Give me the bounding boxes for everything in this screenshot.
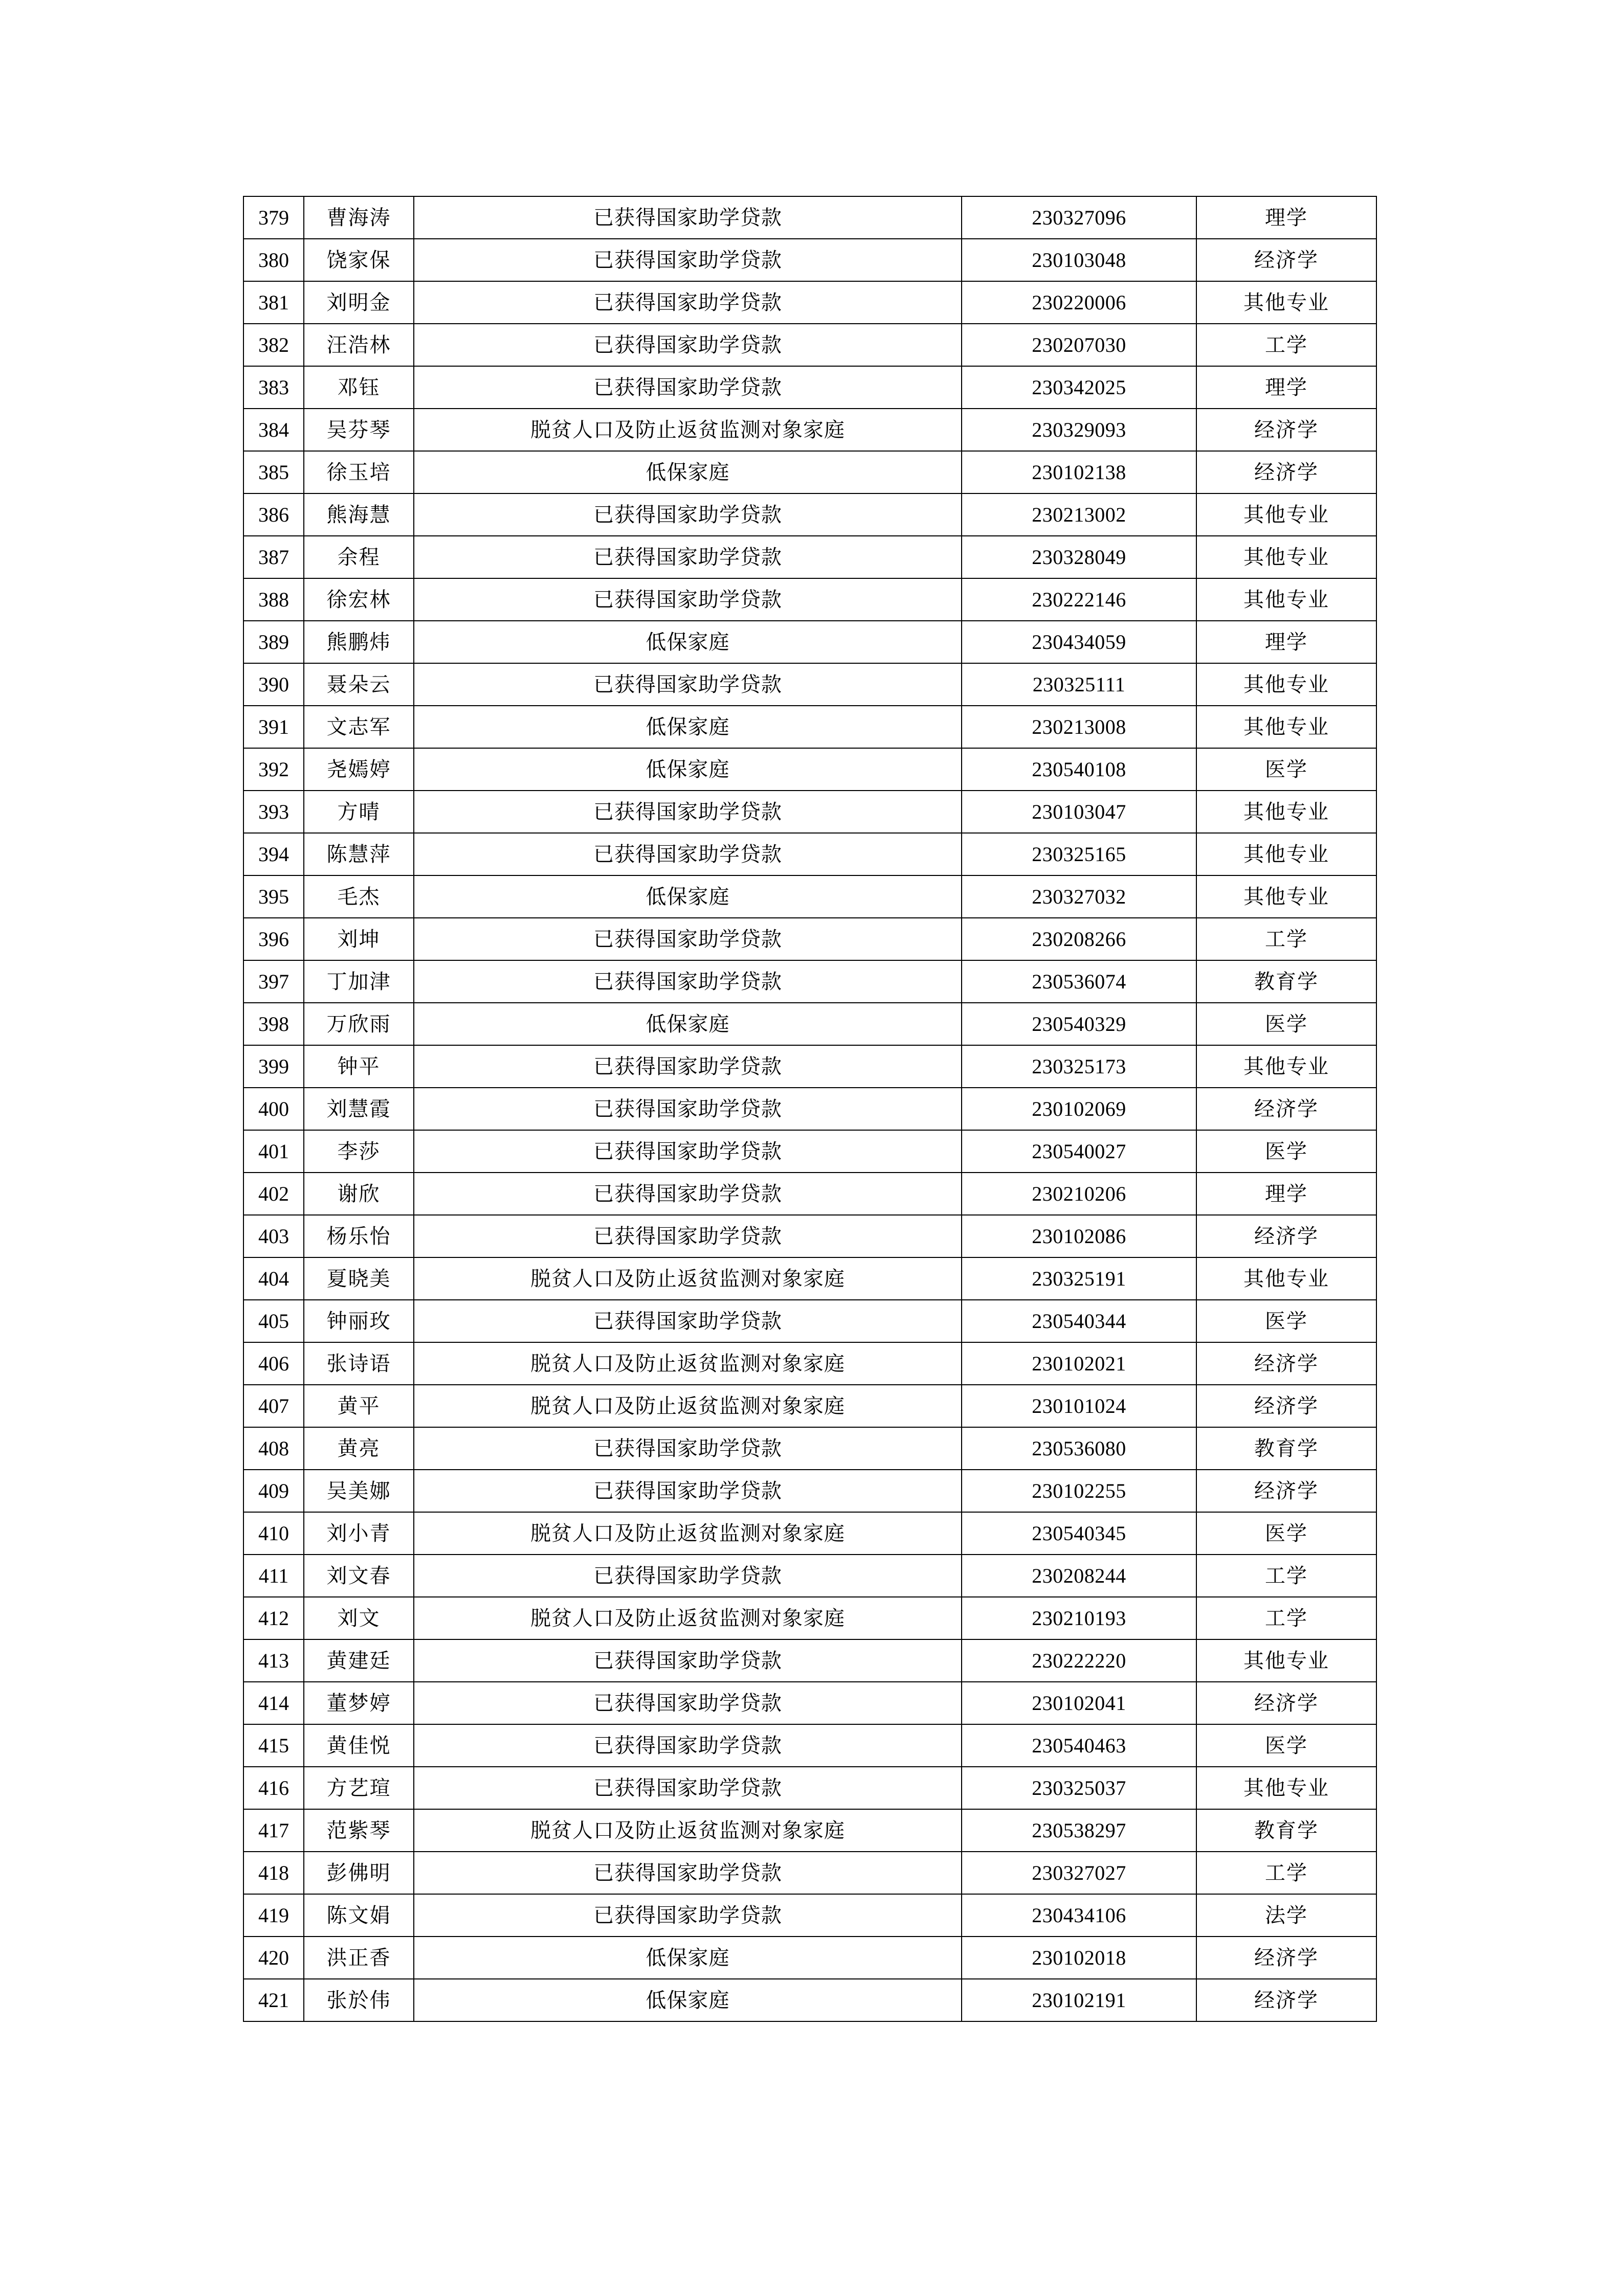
hardship-category-cell: 已获得国家助学贷款	[414, 578, 962, 621]
discipline-cell: 经济学	[1196, 239, 1376, 281]
row-index-cell: 393	[243, 791, 304, 833]
hardship-category-cell: 已获得国家助学贷款	[414, 239, 962, 281]
table-row	[243, 621, 1376, 663]
student-name-cell: 刘坤	[304, 918, 414, 960]
student-id-cell: 230325173	[962, 1045, 1196, 1088]
student-name-cell: 饶家保	[304, 239, 414, 281]
student-name-cell: 丁加津	[304, 960, 414, 1003]
student-name-cell: 方晴	[304, 791, 414, 833]
row-index-cell: 403	[243, 1215, 304, 1257]
hardship-category-cell: 低保家庭	[414, 621, 962, 663]
hardship-category-cell: 低保家庭	[414, 1003, 962, 1045]
discipline-cell: 医学	[1196, 1003, 1376, 1045]
row-index-cell: 397	[243, 960, 304, 1003]
row-index-cell: 379	[243, 196, 304, 239]
row-index-cell: 400	[243, 1088, 304, 1130]
discipline-cell: 经济学	[1196, 1088, 1376, 1130]
discipline-cell: 理学	[1196, 366, 1376, 409]
discipline-cell: 教育学	[1196, 1809, 1376, 1852]
student-name-cell: 余程	[304, 536, 414, 578]
student-name-cell: 聂朵云	[304, 663, 414, 706]
hardship-category-cell: 已获得国家助学贷款	[414, 536, 962, 578]
student-id-cell: 230540027	[962, 1130, 1196, 1173]
row-index-cell: 412	[243, 1597, 304, 1639]
hardship-category-cell: 已获得国家助学贷款	[414, 1215, 962, 1257]
table-row	[243, 1215, 1376, 1257]
student-name-cell: 钟平	[304, 1045, 414, 1088]
student-id-cell: 230102255	[962, 1470, 1196, 1512]
student-id-cell: 230213008	[962, 706, 1196, 748]
hardship-category-cell: 已获得国家助学贷款	[414, 324, 962, 366]
row-index-cell: 418	[243, 1852, 304, 1894]
table-row	[243, 663, 1376, 706]
row-index-cell: 404	[243, 1257, 304, 1300]
row-index-cell: 401	[243, 1130, 304, 1173]
student-id-cell: 230222220	[962, 1639, 1196, 1682]
student-id-cell: 230540108	[962, 748, 1196, 791]
student-id-cell: 230213002	[962, 493, 1196, 536]
discipline-cell: 其他专业	[1196, 663, 1376, 706]
discipline-cell: 其他专业	[1196, 833, 1376, 875]
table-row	[243, 366, 1376, 409]
student-id-cell: 230210193	[962, 1597, 1196, 1639]
hardship-category-cell: 已获得国家助学贷款	[414, 1088, 962, 1130]
hardship-category-cell: 已获得国家助学贷款	[414, 1470, 962, 1512]
table-row	[243, 791, 1376, 833]
hardship-category-cell: 低保家庭	[414, 748, 962, 791]
student-id-cell: 230325037	[962, 1767, 1196, 1809]
student-name-cell: 邓钰	[304, 366, 414, 409]
discipline-cell: 经济学	[1196, 409, 1376, 451]
row-index-cell: 398	[243, 1003, 304, 1045]
student-id-cell: 230102021	[962, 1342, 1196, 1385]
student-name-cell: 谢欣	[304, 1173, 414, 1215]
table-row	[243, 1597, 1376, 1639]
student-name-cell: 熊鹏炜	[304, 621, 414, 663]
discipline-cell: 经济学	[1196, 1682, 1376, 1724]
hardship-category-cell: 已获得国家助学贷款	[414, 663, 962, 706]
student-id-cell: 230540345	[962, 1512, 1196, 1555]
student-name-cell: 杨乐怡	[304, 1215, 414, 1257]
discipline-cell: 经济学	[1196, 1937, 1376, 1979]
hardship-category-cell: 已获得国家助学贷款	[414, 1173, 962, 1215]
row-index-cell: 399	[243, 1045, 304, 1088]
row-index-cell: 387	[243, 536, 304, 578]
row-index-cell: 407	[243, 1385, 304, 1427]
student-id-cell: 230222146	[962, 578, 1196, 621]
student-id-cell: 230102138	[962, 451, 1196, 493]
student-name-cell: 夏晓美	[304, 1257, 414, 1300]
table-row	[243, 1300, 1376, 1342]
roster-table-container	[243, 196, 1376, 2022]
student-id-cell: 230327032	[962, 875, 1196, 918]
discipline-cell: 医学	[1196, 1300, 1376, 1342]
discipline-cell: 其他专业	[1196, 1257, 1376, 1300]
discipline-cell: 工学	[1196, 324, 1376, 366]
table-row	[243, 1470, 1376, 1512]
hardship-category-cell: 已获得国家助学贷款	[414, 493, 962, 536]
student-id-cell: 230536080	[962, 1427, 1196, 1470]
hardship-category-cell: 脱贫人口及防止返贫监测对象家庭	[414, 1809, 962, 1852]
discipline-cell: 其他专业	[1196, 791, 1376, 833]
table-row	[243, 1173, 1376, 1215]
discipline-cell: 其他专业	[1196, 875, 1376, 918]
student-name-cell: 陈文娟	[304, 1894, 414, 1937]
table-row	[243, 1852, 1376, 1894]
discipline-cell: 工学	[1196, 1555, 1376, 1597]
table-row	[243, 1130, 1376, 1173]
table-row	[243, 578, 1376, 621]
hardship-category-cell: 已获得国家助学贷款	[414, 1300, 962, 1342]
student-id-cell: 230208266	[962, 918, 1196, 960]
table-row	[243, 536, 1376, 578]
student-id-cell: 230327027	[962, 1852, 1196, 1894]
student-id-cell: 230536074	[962, 960, 1196, 1003]
student-id-cell: 230540329	[962, 1003, 1196, 1045]
row-index-cell: 384	[243, 409, 304, 451]
student-id-cell: 230102041	[962, 1682, 1196, 1724]
student-id-cell: 230102018	[962, 1937, 1196, 1979]
student-name-cell: 汪浩林	[304, 324, 414, 366]
student-name-cell: 张诗语	[304, 1342, 414, 1385]
row-index-cell: 408	[243, 1427, 304, 1470]
student-id-cell: 230103048	[962, 239, 1196, 281]
student-name-cell: 刘慧霞	[304, 1088, 414, 1130]
student-name-cell: 曹海涛	[304, 196, 414, 239]
table-row	[243, 1045, 1376, 1088]
student-id-cell: 230101024	[962, 1385, 1196, 1427]
student-name-cell: 文志军	[304, 706, 414, 748]
student-name-cell: 彭佛明	[304, 1852, 414, 1894]
table-row	[243, 493, 1376, 536]
row-index-cell: 413	[243, 1639, 304, 1682]
table-row	[243, 875, 1376, 918]
hardship-category-cell: 已获得国家助学贷款	[414, 1894, 962, 1937]
discipline-cell: 经济学	[1196, 451, 1376, 493]
discipline-cell: 工学	[1196, 1852, 1376, 1894]
student-name-cell: 黄建廷	[304, 1639, 414, 1682]
student-id-cell: 230342025	[962, 366, 1196, 409]
student-name-cell: 吴芬琴	[304, 409, 414, 451]
table-row	[243, 1088, 1376, 1130]
student-name-cell: 陈慧萍	[304, 833, 414, 875]
student-name-cell: 董梦婷	[304, 1682, 414, 1724]
discipline-cell: 经济学	[1196, 1385, 1376, 1427]
row-index-cell: 405	[243, 1300, 304, 1342]
table-row	[243, 1427, 1376, 1470]
student-id-cell: 230207030	[962, 324, 1196, 366]
row-index-cell: 411	[243, 1555, 304, 1597]
discipline-cell: 经济学	[1196, 1215, 1376, 1257]
student-name-cell: 刘小青	[304, 1512, 414, 1555]
hardship-category-cell: 已获得国家助学贷款	[414, 281, 962, 324]
student-name-cell: 刘明金	[304, 281, 414, 324]
table-row	[243, 918, 1376, 960]
discipline-cell: 其他专业	[1196, 536, 1376, 578]
hardship-category-cell: 已获得国家助学贷款	[414, 791, 962, 833]
student-id-cell: 230327096	[962, 196, 1196, 239]
discipline-cell: 经济学	[1196, 1979, 1376, 2021]
discipline-cell: 经济学	[1196, 1470, 1376, 1512]
table-row	[243, 1724, 1376, 1767]
row-index-cell: 392	[243, 748, 304, 791]
student-id-cell: 230434106	[962, 1894, 1196, 1937]
discipline-cell: 理学	[1196, 196, 1376, 239]
row-index-cell: 417	[243, 1809, 304, 1852]
discipline-cell: 其他专业	[1196, 578, 1376, 621]
table-row	[243, 833, 1376, 875]
discipline-cell: 医学	[1196, 1724, 1376, 1767]
table-row	[243, 1342, 1376, 1385]
hardship-category-cell: 低保家庭	[414, 875, 962, 918]
hardship-category-cell: 脱贫人口及防止返贫监测对象家庭	[414, 1512, 962, 1555]
discipline-cell: 其他专业	[1196, 281, 1376, 324]
table-row	[243, 451, 1376, 493]
hardship-category-cell: 已获得国家助学贷款	[414, 1130, 962, 1173]
hardship-category-cell: 脱贫人口及防止返贫监测对象家庭	[414, 1342, 962, 1385]
row-index-cell: 420	[243, 1937, 304, 1979]
hardship-category-cell: 已获得国家助学贷款	[414, 1427, 962, 1470]
student-id-cell: 230102191	[962, 1979, 1196, 2021]
discipline-cell: 其他专业	[1196, 706, 1376, 748]
hardship-category-cell: 低保家庭	[414, 451, 962, 493]
table-row	[243, 1937, 1376, 1979]
student-id-cell: 230102086	[962, 1215, 1196, 1257]
row-index-cell: 389	[243, 621, 304, 663]
discipline-cell: 其他专业	[1196, 1639, 1376, 1682]
hardship-category-cell: 已获得国家助学贷款	[414, 1724, 962, 1767]
row-index-cell: 391	[243, 706, 304, 748]
table-row	[243, 748, 1376, 791]
student-name-cell: 熊海慧	[304, 493, 414, 536]
table-row	[243, 1003, 1376, 1045]
table-row	[243, 409, 1376, 451]
student-id-cell: 230208244	[962, 1555, 1196, 1597]
student-name-cell: 黄佳悦	[304, 1724, 414, 1767]
student-name-cell: 毛杰	[304, 875, 414, 918]
discipline-cell: 其他专业	[1196, 1767, 1376, 1809]
row-index-cell: 390	[243, 663, 304, 706]
table-row	[243, 1767, 1376, 1809]
row-index-cell: 383	[243, 366, 304, 409]
student-name-cell: 钟丽玫	[304, 1300, 414, 1342]
row-index-cell: 419	[243, 1894, 304, 1937]
table-row	[243, 1512, 1376, 1555]
student-name-cell: 张於伟	[304, 1979, 414, 2021]
student-id-cell: 230220006	[962, 281, 1196, 324]
table-row	[243, 281, 1376, 324]
hardship-category-cell: 低保家庭	[414, 1979, 962, 2021]
student-name-cell: 徐玉培	[304, 451, 414, 493]
table-row	[243, 960, 1376, 1003]
discipline-cell: 经济学	[1196, 1342, 1376, 1385]
row-index-cell: 381	[243, 281, 304, 324]
row-index-cell: 395	[243, 875, 304, 918]
discipline-cell: 理学	[1196, 1173, 1376, 1215]
hardship-category-cell: 脱贫人口及防止返贫监测对象家庭	[414, 1257, 962, 1300]
student-id-cell: 230329093	[962, 409, 1196, 451]
hardship-category-cell: 已获得国家助学贷款	[414, 1852, 962, 1894]
student-id-cell: 230540463	[962, 1724, 1196, 1767]
roster-table-body	[243, 196, 1376, 2021]
discipline-cell: 教育学	[1196, 960, 1376, 1003]
table-row	[243, 1809, 1376, 1852]
hardship-category-cell: 已获得国家助学贷款	[414, 1555, 962, 1597]
table-row	[243, 239, 1376, 281]
student-id-cell: 230103047	[962, 791, 1196, 833]
discipline-cell: 法学	[1196, 1894, 1376, 1937]
discipline-cell: 医学	[1196, 1130, 1376, 1173]
hardship-category-cell: 脱贫人口及防止返贫监测对象家庭	[414, 409, 962, 451]
student-name-cell: 徐宏林	[304, 578, 414, 621]
discipline-cell: 工学	[1196, 918, 1376, 960]
discipline-cell: 其他专业	[1196, 493, 1376, 536]
row-index-cell: 415	[243, 1724, 304, 1767]
row-index-cell: 385	[243, 451, 304, 493]
row-index-cell: 410	[243, 1512, 304, 1555]
student-id-cell: 230102069	[962, 1088, 1196, 1130]
hardship-category-cell: 已获得国家助学贷款	[414, 1767, 962, 1809]
hardship-category-cell: 已获得国家助学贷款	[414, 1045, 962, 1088]
hardship-category-cell: 脱贫人口及防止返贫监测对象家庭	[414, 1597, 962, 1639]
hardship-category-cell: 低保家庭	[414, 1937, 962, 1979]
student-id-cell: 230325165	[962, 833, 1196, 875]
row-index-cell: 396	[243, 918, 304, 960]
row-index-cell: 406	[243, 1342, 304, 1385]
hardship-category-cell: 已获得国家助学贷款	[414, 918, 962, 960]
table-row	[243, 1385, 1376, 1427]
row-index-cell: 414	[243, 1682, 304, 1724]
table-row	[243, 196, 1376, 239]
student-name-cell: 刘文	[304, 1597, 414, 1639]
row-index-cell: 421	[243, 1979, 304, 2021]
row-index-cell: 394	[243, 833, 304, 875]
student-name-cell: 方艺瑄	[304, 1767, 414, 1809]
row-index-cell: 402	[243, 1173, 304, 1215]
table-row	[243, 1894, 1376, 1937]
hardship-category-cell: 已获得国家助学贷款	[414, 960, 962, 1003]
discipline-cell: 工学	[1196, 1597, 1376, 1639]
table-row	[243, 1257, 1376, 1300]
row-index-cell: 388	[243, 578, 304, 621]
student-name-cell: 洪正香	[304, 1937, 414, 1979]
row-index-cell: 380	[243, 239, 304, 281]
student-name-cell: 黄平	[304, 1385, 414, 1427]
hardship-category-cell: 已获得国家助学贷款	[414, 1639, 962, 1682]
hardship-category-cell: 脱贫人口及防止返贫监测对象家庭	[414, 1385, 962, 1427]
student-name-cell: 吴美娜	[304, 1470, 414, 1512]
discipline-cell: 教育学	[1196, 1427, 1376, 1470]
discipline-cell: 医学	[1196, 1512, 1376, 1555]
table-row	[243, 706, 1376, 748]
student-assistance-roster-table	[243, 196, 1377, 2022]
row-index-cell: 382	[243, 324, 304, 366]
hardship-category-cell: 低保家庭	[414, 706, 962, 748]
student-id-cell: 230210206	[962, 1173, 1196, 1215]
student-name-cell: 尧嫣婷	[304, 748, 414, 791]
discipline-cell: 其他专业	[1196, 1045, 1376, 1088]
row-index-cell: 386	[243, 493, 304, 536]
table-row	[243, 1555, 1376, 1597]
student-id-cell: 230325191	[962, 1257, 1196, 1300]
student-name-cell: 范紫琴	[304, 1809, 414, 1852]
row-index-cell: 416	[243, 1767, 304, 1809]
student-name-cell: 黄亮	[304, 1427, 414, 1470]
student-id-cell: 230538297	[962, 1809, 1196, 1852]
table-row	[243, 1639, 1376, 1682]
table-row	[243, 1979, 1376, 2021]
discipline-cell: 医学	[1196, 748, 1376, 791]
hardship-category-cell: 已获得国家助学贷款	[414, 1682, 962, 1724]
student-id-cell: 230434059	[962, 621, 1196, 663]
table-row	[243, 1682, 1376, 1724]
student-id-cell: 230540344	[962, 1300, 1196, 1342]
student-name-cell: 万欣雨	[304, 1003, 414, 1045]
hardship-category-cell: 已获得国家助学贷款	[414, 833, 962, 875]
student-name-cell: 李莎	[304, 1130, 414, 1173]
row-index-cell: 409	[243, 1470, 304, 1512]
hardship-category-cell: 已获得国家助学贷款	[414, 196, 962, 239]
student-id-cell: 230325111	[962, 663, 1196, 706]
table-row	[243, 324, 1376, 366]
student-id-cell: 230328049	[962, 536, 1196, 578]
discipline-cell: 理学	[1196, 621, 1376, 663]
hardship-category-cell: 已获得国家助学贷款	[414, 366, 962, 409]
student-name-cell: 刘文春	[304, 1555, 414, 1597]
